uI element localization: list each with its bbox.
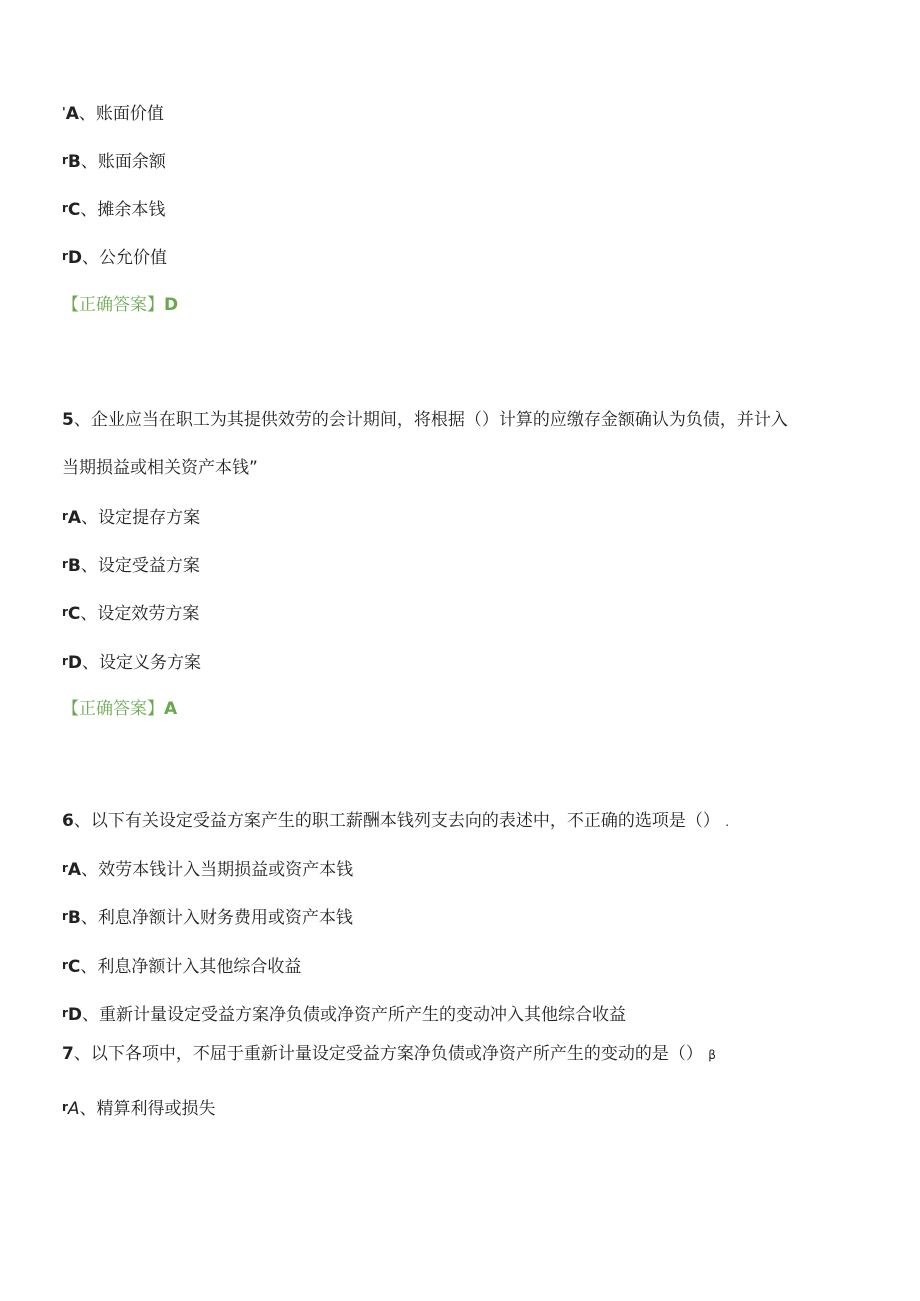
option-letter: D xyxy=(67,1005,83,1025)
option-c xyxy=(62,601,199,625)
question-text: 、以下有关设定受益方案产生的职工薪酬本钱列支去向的表述中，不正确的选项是（） xyxy=(73,811,720,831)
option-marker: r xyxy=(62,509,68,523)
correct-answer xyxy=(62,698,177,720)
question-tail: . xyxy=(725,815,730,829)
option-text: 、设定义务方案 xyxy=(82,653,202,673)
option-text: 、效劳本钱计入当期损益或资产本钱 xyxy=(81,860,354,880)
option-letter: D xyxy=(67,248,83,268)
option-d xyxy=(62,245,167,269)
option-text: 、账面价值 xyxy=(78,104,164,124)
option-marker: r xyxy=(62,1100,68,1114)
option-text: 、重新计量设定受益方案净负债或净资产所产生的变动冲入其他综合收益 xyxy=(82,1005,627,1025)
option-text: 、设定受益方案 xyxy=(80,556,200,576)
option-a xyxy=(62,857,353,881)
question-text: 、企业应当在职工为其提供效劳的会计期间，将根据（）计算的应缴存金额确认为负债，并计入 xyxy=(73,410,788,430)
answer-key: A xyxy=(164,699,178,719)
question-6-stem xyxy=(62,810,729,833)
option-marker: r xyxy=(62,1006,68,1020)
option-marker: r xyxy=(62,909,68,923)
question-tail: β xyxy=(708,1048,716,1062)
option-letter: B xyxy=(67,556,81,576)
option-marker: r xyxy=(62,605,68,619)
question-5-stem xyxy=(62,409,788,431)
option-letter: D xyxy=(67,653,83,673)
option-marker: r xyxy=(62,958,68,972)
option-a xyxy=(62,505,200,529)
answer-label: 【正确答案】 xyxy=(62,295,164,315)
question-number: 6 xyxy=(62,811,74,831)
option-text: 、摊余本钱 xyxy=(80,200,166,220)
option-marker: r xyxy=(62,249,68,263)
option-marker: r xyxy=(62,201,68,215)
option-letter: C xyxy=(67,200,81,220)
option-text: 、利息净额计入财务费用或资产本钱 xyxy=(80,908,353,928)
option-c xyxy=(62,197,165,221)
option-letter: A xyxy=(67,860,82,880)
option-text: 、利息净额计入其他综合收益 xyxy=(80,957,302,977)
option-a xyxy=(62,1096,216,1120)
option-letter: A xyxy=(65,104,79,124)
option-c xyxy=(62,954,301,978)
option-text: 、精算利得或损失 xyxy=(79,1099,216,1119)
question-text: 当期损益或相关资产本钱” xyxy=(62,458,258,478)
answer-label: 【正确答案】 xyxy=(62,699,164,719)
option-b xyxy=(62,149,166,173)
option-d xyxy=(62,650,201,674)
option-letter: C xyxy=(67,604,81,624)
option-text: 、账面余额 xyxy=(80,152,166,172)
option-marker: r xyxy=(62,153,68,167)
answer-key: D xyxy=(164,295,179,315)
question-text: 、以下各项中，不屈于重新计量设定受益方案净负债或净资产所产生的变动的是（） xyxy=(73,1044,703,1064)
question-7-stem xyxy=(62,1043,716,1066)
option-marker: r xyxy=(62,557,68,571)
option-marker: r xyxy=(62,861,68,875)
option-text: 、设定效劳方案 xyxy=(80,604,200,624)
option-letter: C xyxy=(67,957,81,977)
option-letter: A xyxy=(67,1099,80,1119)
question-number: 7 xyxy=(62,1044,74,1064)
option-letter: B xyxy=(67,152,81,172)
option-b xyxy=(62,905,353,929)
correct-answer xyxy=(62,294,178,316)
question-number: 5 xyxy=(62,410,74,430)
option-d xyxy=(62,1002,626,1026)
question-5-stem-cont xyxy=(62,457,258,479)
option-text: 、设定提存方案 xyxy=(81,508,201,528)
option-letter: B xyxy=(67,908,81,928)
option-letter: A xyxy=(67,508,82,528)
option-marker: r xyxy=(62,654,68,668)
option-a xyxy=(62,101,164,125)
option-b xyxy=(62,553,200,577)
option-text: 、公允价值 xyxy=(82,248,168,268)
option-marker: ' xyxy=(62,105,66,119)
